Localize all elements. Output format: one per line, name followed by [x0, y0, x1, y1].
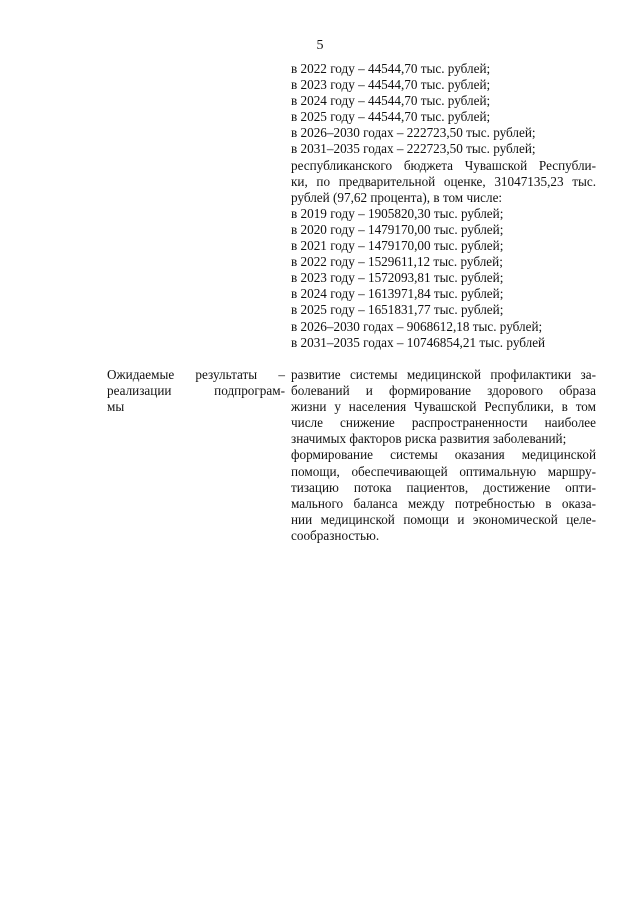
funding-year-line: в 2025 году – 44544,70 тыс. рублей;	[291, 109, 491, 125]
expected-results-line: формирование системы оказания медицинской	[291, 447, 596, 463]
republic-budget-line: рублей (97,62 процента), в том числе:	[291, 189, 503, 205]
funding-year-line: в 2019 году – 1905820,30 тыс. рублей;	[291, 205, 504, 221]
funding-year-line: в 2024 году – 1613971,84 тыс. рублей;	[291, 286, 504, 302]
expected-results-line: помощи, обеспечивающей оптимальную маршру-	[291, 463, 596, 479]
expected-results-label	[107, 367, 285, 415]
expected-results-line: развитие системы медицинской профилактики за-	[291, 367, 596, 382]
funding-year-line: в 2022 году – 1529611,12 тыс. рублей;	[291, 254, 503, 270]
funding-year-line: в 2023 году – 1572093,81 тыс. рублей;	[291, 270, 504, 286]
funding-year-line: в 2025 году – 1651831,77 тыс. рублей;	[291, 302, 504, 318]
expected-results-label-line: реализации подпрограм-	[107, 383, 285, 399]
expected-results-text	[291, 367, 596, 544]
funding-year-line: в 2031–2035 годах – 222723,50 тыс. рублей;	[291, 141, 536, 157]
expected-results-line: болеваний и формирование здорового образа	[291, 383, 596, 399]
expected-results-line: тизацию потока пациентов, достижение опти-	[291, 479, 596, 495]
funding-year-line: в 2031–2035 годах – 10746854,21 тыс. рублей	[291, 334, 546, 350]
republic-budget-line: республиканского бюджета Чувашской Республи-	[291, 157, 596, 173]
expected-results-line: сообразностью.	[291, 527, 380, 543]
funding-sources-block	[291, 61, 596, 351]
funding-year-line: в 2021 году – 1479170,00 тыс. рублей;	[291, 238, 504, 254]
expected-results-line: жизни у населения Чувашской Республики, в том	[291, 399, 596, 415]
expected-results-line: значимых факторов риска развития заболеваний;	[291, 431, 567, 447]
funding-year-line: в 2022 году – 44544,70 тыс. рублей;	[291, 61, 491, 76]
funding-year-line: в 2023 году – 44544,70 тыс. рублей;	[291, 77, 491, 93]
page-number: 5	[316, 38, 324, 53]
expected-results-label-line: мы	[107, 399, 125, 415]
funding-year-line: в 2024 году – 44544,70 тыс. рублей;	[291, 93, 491, 109]
funding-year-line: в 2020 году – 1479170,00 тыс. рублей;	[291, 221, 504, 237]
republic-budget-line: ки, по предварительной оценке, 31047135,23 тыс.	[291, 173, 596, 189]
expected-results-line: нии медицинской помощи и экономической целе-	[291, 511, 596, 527]
expected-results-line: числе снижение распространенности наиболее	[291, 415, 596, 431]
expected-results-line: мального баланса между потребностью в оказа-	[291, 495, 596, 511]
funding-year-line: в 2026–2030 годах – 222723,50 тыс. рублей;	[291, 125, 536, 141]
expected-results-label-line: Ожидаемые результаты –	[107, 367, 285, 382]
funding-year-line: в 2026–2030 годах – 9068612,18 тыс. рублей;	[291, 318, 543, 334]
